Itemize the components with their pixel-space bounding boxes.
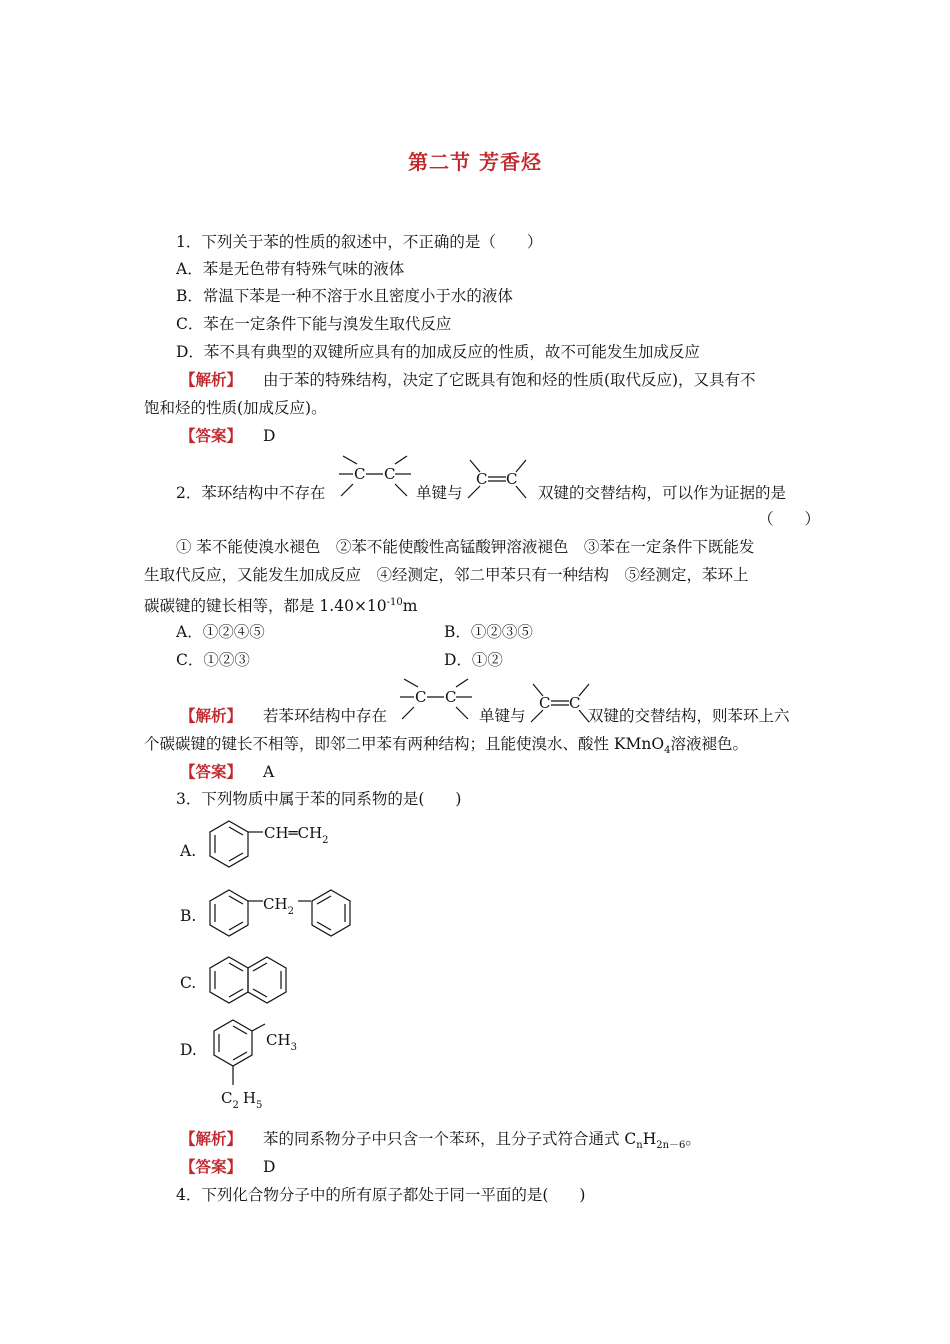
subscript: 2 (287, 906, 294, 917)
q2-option-b: B．①②③⑤ (444, 623, 533, 641)
q2-analysis-line2-text: 个碳碳键的键长不相等，即邻二甲苯有两种结构；且能使溴水、酸性 KMnO (144, 735, 665, 753)
carbon-label: C (415, 688, 427, 706)
q3-analysis-text: 苯的同系物分子中只含一个苯环，且分子式符合通式 C (262, 1130, 637, 1148)
q1-answer-value: D (262, 427, 276, 445)
q1-option-b: B．常温下苯是一种不溶于水且密度小于水的液体 (176, 287, 513, 305)
q1-option-a: A．苯是无色带有特殊气味的液体 (176, 260, 405, 278)
double-bond-structure (462, 456, 542, 502)
subscript: 5 (255, 1100, 263, 1111)
q1-option-d: D．苯不具有典型的双键所应具有的加成反应的性质，故不可能发生加成反应 (176, 343, 700, 361)
ethylmethylbenzene-structure (205, 1015, 325, 1120)
single-bond-structure (396, 675, 476, 725)
q3-stem: 3．下列物质中属于苯的同系物的是( ) (176, 790, 462, 808)
carbon-label: C (506, 470, 518, 488)
styrene-structure (205, 818, 355, 878)
subscript: 2n－6 (656, 1140, 686, 1152)
ethyl-hydrogen: H (242, 1089, 256, 1107)
q2-option-a: A．①②④⑤ (176, 623, 265, 641)
page-title: 第二节 芳香烃 (408, 150, 542, 174)
q2-option-c: C．①②③ (176, 651, 250, 669)
q2-body-line3 (144, 593, 417, 616)
q3-analysis (180, 1129, 701, 1156)
vinyl-group: CH═CH (264, 824, 323, 842)
diphenylmethane-structure (205, 885, 365, 945)
q3-label-a: A. (180, 842, 197, 860)
subscript: 3 (290, 1042, 297, 1053)
q2-body-line3-text: 碳碳键的键长相等，都是 1.40×10 (144, 597, 387, 616)
analysis-tag: 【解析】 (180, 371, 243, 389)
q1-answer (180, 426, 275, 446)
q2-body-line1: ① 苯不能使溴水褪色 ②苯不能使酸性高锰酸钾溶液褪色 ③苯在一定条件下既能发 (176, 538, 755, 556)
q2-answer-value: A (262, 763, 275, 781)
q2-stem-a: 2．苯环结构中不存在 (176, 484, 326, 502)
exponent: -10 (386, 597, 403, 608)
subscript: 4 (664, 745, 671, 757)
substituent-label (263, 895, 294, 917)
substituent-label (266, 1031, 297, 1053)
q1-option-c: C．苯在一定条件下能与溴发生取代反应 (176, 315, 452, 333)
q2-body-line2: 生取代反应，又能发生加成反应 ④经测定，邻二甲苯只有一种结构 ⑤经测定，苯环上 (144, 566, 749, 584)
q2-analysis-line2 (144, 734, 748, 761)
subscript: 2 (232, 1100, 239, 1111)
q1-stem: 1．下列关于苯的性质的叙述中，不正确的是（ ） (176, 233, 543, 251)
carbon-label: C (539, 694, 551, 712)
methyl-group: CH (266, 1031, 291, 1049)
naphthalene-structure (205, 952, 295, 1012)
answer-tag: 【答案】 (180, 763, 243, 781)
methylene-group: CH (263, 895, 288, 913)
q2-analysis (180, 706, 387, 726)
carbon-label: C (384, 465, 396, 483)
q2-stem-c: 双键的交替结构，可以作为证据的是 (538, 484, 787, 502)
q2-analysis-line2-tail: 溶液褪色。 (670, 735, 748, 753)
subscript: 2 (322, 835, 329, 846)
unit: m (402, 597, 418, 616)
q1-analysis-text: 由于苯的特殊结构，决定了它既具有饱和烃的性质(取代反应)，又具有不 (262, 371, 756, 389)
q3-analysis-tail: 。 (685, 1130, 701, 1148)
q2-analysis-text-c: 双键的交替结构，则苯环上六 (588, 707, 790, 725)
q2-answer (180, 762, 274, 782)
q2-paren: （ ） (758, 510, 821, 528)
carbon-label: C (569, 694, 581, 712)
carbon-label: C (445, 688, 457, 706)
answer-tag: 【答案】 (180, 427, 243, 445)
q3-answer-value: D (262, 1158, 276, 1176)
analysis-tag: 【解析】 (180, 707, 243, 725)
q3-label-d: D. (180, 1041, 197, 1059)
q3-answer (180, 1157, 275, 1177)
substituent-label (264, 824, 329, 846)
q2-analysis-text-b: 单键与 (479, 707, 526, 725)
q4-stem: 4．下列化合物分子中的所有原子都处于同一平面的是( ) (176, 1186, 586, 1204)
single-bond-structure (335, 452, 415, 502)
q2-option-d: D．①② (444, 651, 503, 669)
q3-label-b: B. (180, 907, 197, 925)
hydrogen-symbol: H (642, 1130, 657, 1148)
carbon-label: C (476, 470, 488, 488)
analysis-tag: 【解析】 (180, 1130, 243, 1148)
q1-analysis (180, 370, 756, 390)
ethyl-carbon: C (221, 1089, 233, 1107)
substituent-label (221, 1089, 262, 1111)
q1-analysis-line2: 饱和烃的性质(加成反应)。 (144, 399, 327, 417)
q3-label-c: C. (180, 974, 197, 992)
q2-analysis-text-a: 若苯环结构中存在 (262, 707, 387, 725)
subscript: n (636, 1140, 643, 1152)
answer-tag: 【答案】 (180, 1158, 243, 1176)
q2-stem-b: 单键与 (416, 484, 463, 502)
carbon-label: C (354, 465, 366, 483)
